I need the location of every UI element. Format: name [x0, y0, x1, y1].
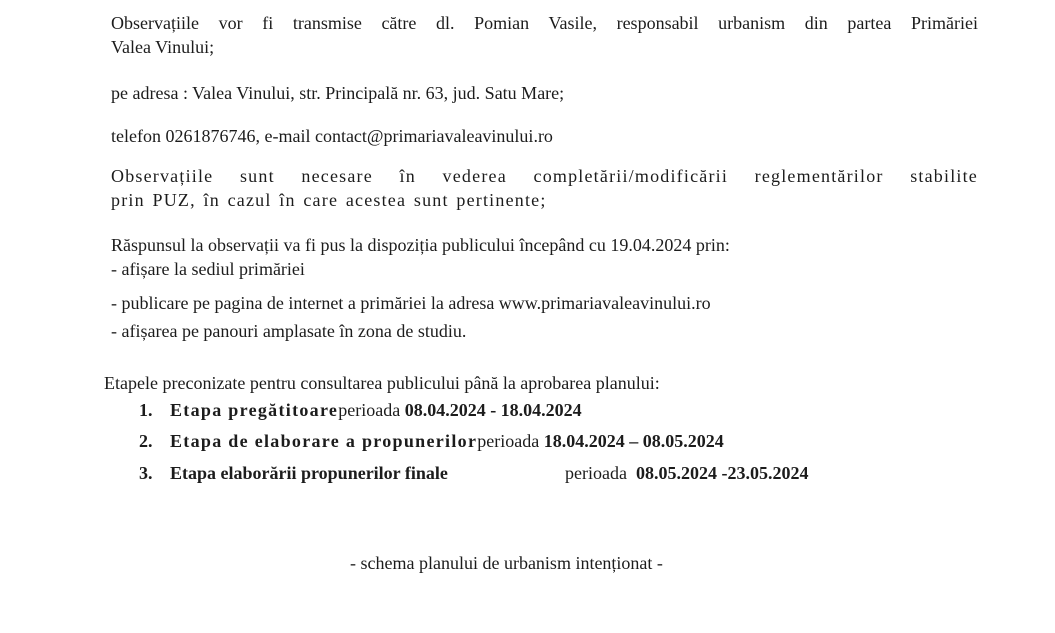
stage-text — [170, 399, 582, 421]
stage-text — [170, 462, 448, 484]
stage-number: 1. — [139, 400, 153, 420]
stage-number: 3. — [139, 463, 153, 483]
response-intro-line: Răspunsul la observații va fi pus la dispoziția publicului începând cu 19.04.2024 prin: — [111, 235, 730, 255]
plan-schema-caption: - schema planului de urbanism intenționat - — [350, 553, 663, 573]
stage-dates: 18.04.2024 – 08.05.2024 — [543, 431, 724, 451]
stage-dates: 08.05.2024 -23.05.2024 — [635, 463, 809, 483]
stage-name: Etapa elaborării propunerilor finale — [170, 463, 448, 483]
paragraph-recipient-line1: Observațiile vor fi transmise către dl. Pomian Vasile, responsabil urbanism din partea Primăriei — [111, 13, 978, 33]
contact-line: telefon 0261876746, e-mail contact@primariavaleavinului.ro — [111, 126, 553, 146]
response-bullet-1: - afișare la sediul primăriei — [111, 259, 305, 279]
response-bullet-2: - publicare pe pagina de internet a primăriei la adresa www.primariavaleavinului.ro — [111, 293, 711, 313]
stage-dates: 08.04.2024 - 18.04.2024 — [404, 400, 582, 420]
stage-text — [170, 430, 724, 452]
stage-period — [565, 462, 808, 484]
stages-intro: Etapele preconizate pentru consultarea publicului până la aprobarea planului: — [104, 373, 660, 393]
paragraph-observations-line2: prin PUZ, în cazul în care acestea sunt pertinente; — [111, 190, 547, 210]
stage-period-label: perioada — [565, 463, 627, 483]
stage-name: Etapa de elaborare a propunerilor — [170, 431, 478, 451]
stage-name: Etapa pregătitoare — [170, 400, 339, 420]
address-line: pe adresa : Valea Vinului, str. Principală nr. 63, jud. Satu Mare; — [111, 83, 565, 103]
paragraph-recipient-line2: Valea Vinului; — [111, 37, 215, 57]
stage-number: 2. — [139, 431, 153, 451]
stage-period-label: perioada — [338, 400, 401, 420]
stage-period-label: perioada — [477, 431, 540, 451]
paragraph-observations-line1: Observațiile sunt necesare în vederea completării/modificării reglementărilor stabilite — [111, 166, 978, 186]
response-bullet-3: - afișarea pe panouri amplasate în zona de studiu. — [111, 321, 467, 341]
